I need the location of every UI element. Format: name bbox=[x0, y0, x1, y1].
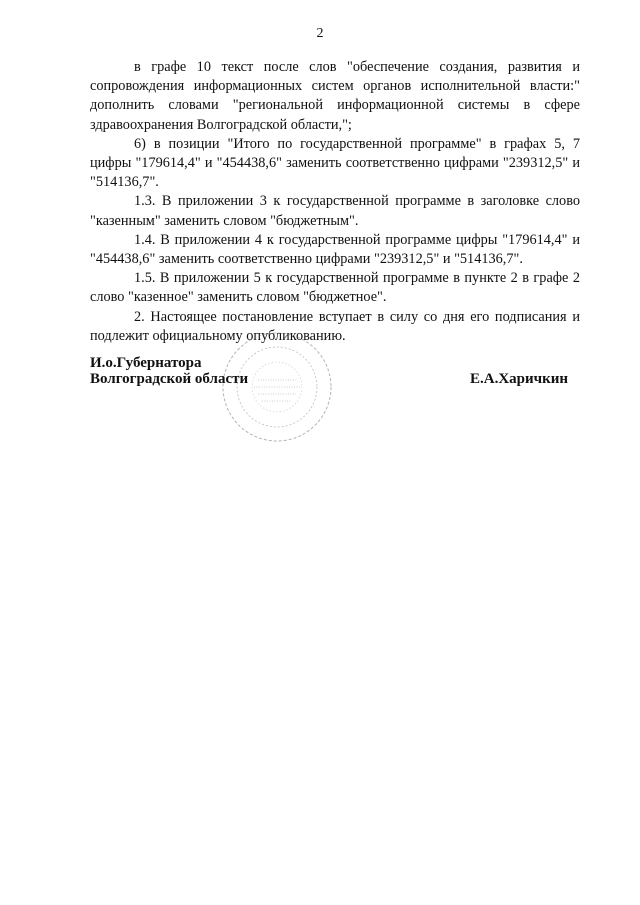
signatory-name: Е.А.Харичкин bbox=[470, 371, 569, 387]
paragraph-5: 1.5. В приложении 5 к государственной программе в пункте 2 в графе 2 слово "казенное" заменить словом "бюджетное". bbox=[90, 270, 580, 306]
paragraph-4: 1.4. В приложении 4 к государственной программе цифры "179614,4" и "454438,6" заменить соответственно цифрами "239312,5" и "514136,7". bbox=[90, 231, 580, 268]
document-body bbox=[90, 58, 580, 346]
official-seal-icon bbox=[220, 330, 335, 445]
signatory-title bbox=[90, 355, 248, 387]
paragraph-1: в графе 10 текст после слов "обеспечение создания, развития и сопровождения информационных систем органов исполнительной власти:" дополнить словами "региональной информационной системы в сфере здравоохранения Волгоградской области,"; bbox=[90, 59, 580, 133]
paragraph-6: 2. Настоящее постановление вступает в силу со дня его подписания и подлежит официальному опубликованию. bbox=[90, 308, 580, 344]
signatory-title-line-1: И.о.Губернатора bbox=[90, 355, 202, 371]
paragraph-2: 6) в позиции "Итого по государственной программе" в графах 5, 7 цифры "179614,4" и "454438,6" заменить соответственно цифрами "239312,5" и "514136,7". bbox=[90, 135, 580, 191]
page-number: 2 bbox=[316, 26, 324, 41]
signatory-title-line-2: Волгоградской области bbox=[90, 371, 249, 387]
paragraph-3: 1.3. В приложении 3 к государственной программе в заголовке слово "казенным" заменить словом "бюджетным". bbox=[90, 193, 580, 229]
